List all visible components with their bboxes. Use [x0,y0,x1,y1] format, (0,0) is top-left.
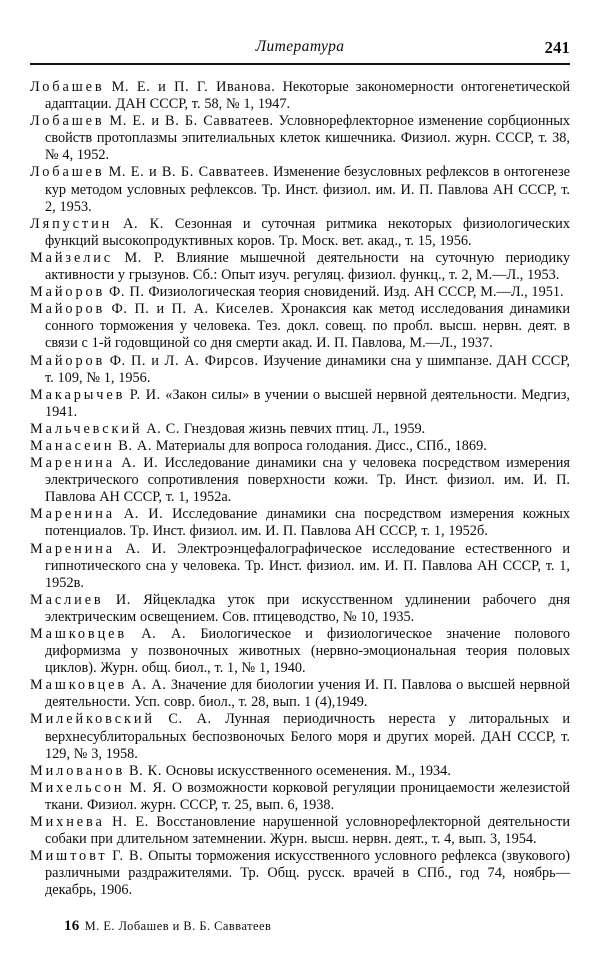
entry-initials: М. Е. и В. Б. Савватеев. [109,113,274,130]
entry-text: Восстановление нарушенной условнорефлекторной деятельности собаки при длительном затемнении. Журн. высш. нервн. деят., т. 4, вып. 3, 1954. [45,814,570,848]
entry-initials: А. А. [131,677,167,694]
entry-text: Сезонная и суточная ритмика некоторых физиологических функций высокопродуктивных коров. Тр. Моск. вет. акад., т. 15, 1956. [45,215,570,249]
bibliography-entry [30,848,570,899]
entry-text: Исследование динамики сна у человека посредством измерения электрического сопротивления поверхности кожи. Тр. Инст. физиол. им. И. П. Павлова АН СССР, т. 1, 1952а. [45,455,570,506]
entry-author: Лобашев [30,79,105,95]
entry-author: Майоров [30,352,106,369]
signature-names: М. Е. Лобашев и В. Б. Савватеев [84,919,272,933]
header-rule [30,63,570,65]
entry-text: Опыты торможения искусственного условного рефлекса (звукового) различными раздражителями. Тр. Общ. русск. врачей в СПб., год 74, ноябрь—декабрь, 1906. [45,848,570,899]
entry-initials: А. И. [123,506,164,523]
entry-initials: Ф. П. и П. А. Киселев. [111,301,275,318]
entry-initials: В. А. [118,437,153,454]
entry-text: Изменение безусловных рефлексов в онтогенезе кур методом условных рефлексов. Тр. Инст. физиол. им. И. П. Павлова АН СССР, т. 2, 1953. [45,164,571,215]
entry-initials: Г. В. [112,848,144,865]
entry-initials: Ф. П. [109,284,145,301]
entry-text: Изучение динамики сна у шимпанзе. ДАН СССР, т. 109, № 1, 1956. [45,352,570,386]
entry-author: Лобашев [30,164,105,181]
bibliography-entry [30,250,570,284]
entry-initials: С. А. [168,711,212,728]
entry-author: Маренина [30,506,116,523]
entry-author: Ляпустин [30,215,113,232]
entry-initials: А. И. [121,455,159,472]
signature-number: 16 [64,918,80,934]
entry-author: Михнева [30,814,105,831]
bibliography-entry [30,506,570,540]
bibliography-entry [30,763,570,780]
entry-text: Материалы для вопроса голодания. Дисс., СПб., 1869. [155,437,487,454]
bibliography-entry [30,164,570,215]
entry-text: Значение для биологии учения И. П. Павлова о высшей нервной деятельности. Усп. совр. биол., т. 28, вып. 1 (4),1949. [45,677,570,711]
entry-text: Биологическое и физиологическое значение полового диформизма у позвоночных животных (нервно-эмоциональная теория половых циклов). Журн. общ. биол., т. 1, № 1, 1940. [45,626,571,677]
entry-text: Гнездовая жизнь певчих птиц. Л., 1959. [183,420,426,437]
entry-initials: Ф. П. и Л. А. Фирсов. [109,352,259,369]
entry-text: Яйцекладка уток при искусственном удлинении рабочего дня электрическим освещением. Сов. птицеводство, № 10, 1935. [45,591,571,625]
entry-author: Милованов [30,762,126,779]
entry-text: Лунная периодичность нереста у литоральных и верхнесублиторальных беспозвоночых Белого моря и других морей. ДАН СССР, т. 129, № 3, 1958. [45,711,570,762]
running-head-title: Литература [255,38,345,55]
entry-author: Майоров [30,301,106,318]
entry-author: Машковцев [30,626,128,642]
entry-author: Майзелис [30,249,114,266]
bibliography-entry [30,353,570,387]
bibliography-entry [30,438,570,455]
entry-author: Маслиев [30,591,104,608]
entry-initials: М. Р. [124,249,165,266]
entry-text: Влияние мышечной деятельности на суточную периодику активности у грызунов. Сб.: Опыт изуч. регуляц. физиол. функц., т. 2, М.—Л., 1953. [45,249,570,284]
entry-initials: Р. И. [129,386,161,403]
bibliography-entry [30,780,570,814]
bibliography-entry [30,387,570,421]
entry-author: Макарычев [30,386,126,403]
entry-author: Маренина [30,455,116,472]
entry-author: Маренина [30,540,116,557]
entry-text: Основы искусственного осеменения. М., 1934. [165,762,451,779]
entry-initials: А. А. [141,626,187,642]
entry-initials: М. Я. [129,779,167,796]
entry-author: Машковцев [30,677,128,694]
bibliography-entry [30,301,570,352]
page-number: 241 [544,38,570,57]
entry-text: Исследование динамики сна посредством измерения кожных потенциалов. Тр. Инст. физиол. им. И. П. Павлова АН СССР, т. 1, 1952б. [45,506,570,540]
bibliography-entry [30,421,570,438]
bibliography-list [30,79,570,900]
entry-text: Некоторые закономерности онтогенетической адаптации. ДАН СССР, т. 58, № 1, 1947. [45,79,570,113]
bibliography-entry [30,592,570,626]
bibliography-entry [30,541,570,592]
entry-text: О возможности корковой регуляции проницаемости железистой ткани. Физиол. журн. СССР, т. 25, вып. 6, 1938. [45,779,571,813]
entry-author: Манасеин [30,437,115,454]
entry-text: Хронаксия как метод исследования динамики сонного торможения у человека. Тез. докл. совещ. по пробл. высш. нервн. деят. в связи с 1-й годовщиной со дня смерти акад. И. П. Павлова, М.—Л., 1937. [45,301,571,352]
entry-initials: А. И. [125,540,167,557]
bibliography-entry [30,455,570,506]
entry-initials: А. С. [146,420,181,437]
entry-text: Электроэнцефалографическое исследование естественного и гипнотического сна у человека. Тр. Инст. физиол. им. И. П. Павлова АН СССР, т. 1, 1952в. [45,540,570,591]
bibliography-entry [30,216,570,250]
entry-author: Милейковский [30,711,155,728]
entry-initials: Н. Е. [112,814,149,831]
entry-initials: А. К. [123,215,164,232]
entry-initials: В. К. [129,762,162,779]
entry-text: Условнорефлекторное изменение сорбционных свойств протоплазмы эпителиальных клеток кишечника. Физиол. журн. СССР, т. 38, № 4, 1952. [45,113,570,164]
entry-author: Михельсон [30,779,125,796]
entry-author: Лобашев [30,113,105,130]
bibliography-entry [30,711,570,762]
bibliography-entry [30,113,570,164]
running-head [30,38,570,60]
entry-initials: М. Е. и В. Б. Савватеев. [108,164,270,181]
entry-initials: И. [115,591,131,608]
bibliography-entry [30,284,570,301]
bibliography-entry [30,814,570,848]
bibliography-entry [30,626,570,677]
bibliography-entry [30,79,570,113]
entry-author: Майоров [30,284,106,301]
entry-author: Миштовт [30,848,108,865]
entry-text: «Закон силы» в учении о высшей нервной деятельности. Медгиз, 1941. [45,386,570,420]
signature-line [64,918,271,935]
bibliography-entry [30,677,570,711]
entry-initials: М. Е. и П. Г. Иванова. [111,79,276,95]
entry-text: Физиологическая теория сновидений. Изд. АН СССР, М.—Л., 1951. [148,284,564,301]
entry-author: Мальчевский [30,420,143,437]
